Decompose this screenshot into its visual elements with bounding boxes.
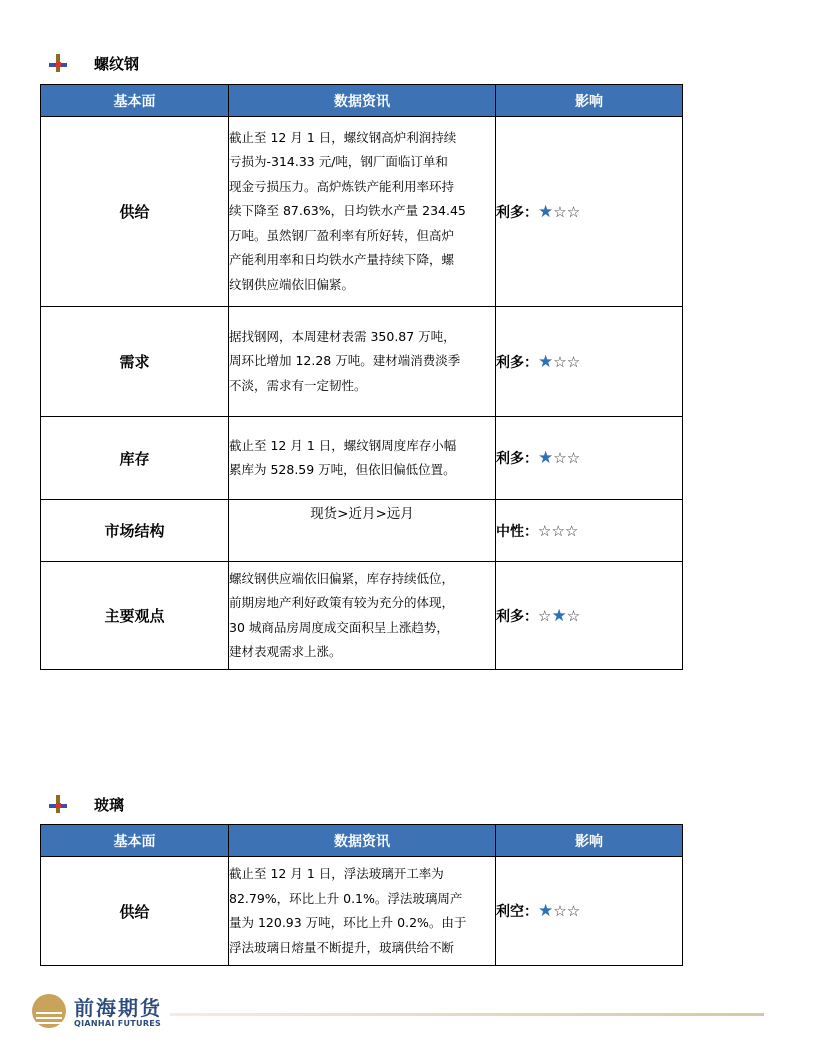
table-row [41, 117, 683, 307]
star-empty-icon: ☆ [551, 521, 565, 540]
row-category: 需求 [41, 307, 229, 417]
star-empty-icon: ☆ [553, 352, 567, 371]
section-title: 螺纹钢 [94, 54, 140, 73]
star-filled-icon: ★ [551, 605, 567, 626]
row-category: 主要观点 [41, 562, 229, 670]
logo-chinese-name: 前海期货 [74, 995, 162, 1020]
table-row [41, 857, 683, 966]
star-empty-icon: ☆ [553, 202, 567, 221]
row-info [229, 307, 496, 417]
star-filled-icon: ★ [538, 201, 554, 222]
bullet-icon [48, 53, 68, 73]
company-logo [30, 994, 162, 1030]
impact-label: 利多： [496, 204, 538, 221]
table-row [41, 500, 683, 562]
row-category: 供给 [41, 857, 229, 966]
section-title: 玻璃 [94, 795, 125, 814]
row-info [229, 562, 496, 670]
header-impact: 影响 [496, 825, 683, 857]
info-line: 82.79%，环比上升 0.1%。浮法玻璃周产 [229, 890, 463, 906]
info-line: 不淡，需求有一定韧性。 [229, 377, 367, 393]
star-empty-icon: ☆ [566, 606, 581, 625]
info-line: 纹钢供应端依旧偏紧。 [229, 276, 355, 292]
impact-label: 利多： [496, 354, 538, 371]
star-empty-icon: ☆ [566, 202, 581, 221]
info-line: 建材表观需求上涨。 [229, 644, 342, 659]
row-category: 市场结构 [41, 500, 229, 562]
row-impact [496, 417, 683, 500]
info-line: 周环比增加 12.28 万吨。建材端消费淡季 [229, 353, 461, 369]
info-line: 截止至 12 月 1 日，螺纹钢周度库存小幅 [229, 437, 457, 453]
info-line: 万吨。虽然钢厂盈利率有所好转，但高炉 [229, 227, 455, 243]
info-line: 螺纹钢供应端依旧偏紧，库存持续低位， [229, 570, 455, 586]
row-info [229, 417, 496, 500]
impact-label: 利多： [496, 608, 538, 625]
info-line: 产能利用率和日均铁水产量持续下降，螺 [229, 252, 455, 268]
info-line: 截止至 12 月 1 日，浮法玻璃开工率为 [229, 866, 444, 881]
table-header-row [41, 85, 683, 117]
star-empty-icon: ☆ [564, 521, 579, 540]
row-category: 供给 [41, 117, 229, 307]
star-empty-icon: ☆ [538, 521, 552, 540]
header-data-info: 数据资讯 [229, 85, 496, 117]
info-line: 前期房地产利好政策有较为充分的体现， [229, 595, 455, 610]
info-line: 续下降至 87.63%，日均铁水产量 234.45 [229, 203, 466, 219]
logo-emblem-icon [30, 994, 68, 1030]
table-row [41, 562, 683, 670]
row-impact [496, 500, 683, 562]
info-line: 累库为 528.59 万吨，但依旧偏低位置。 [229, 462, 456, 477]
header-impact: 影响 [496, 85, 683, 117]
logo-english-name: QIANHAI FUTURES [74, 1018, 162, 1028]
star-empty-icon: ☆ [566, 352, 581, 371]
star-empty-icon: ☆ [566, 449, 581, 467]
info-line: 亏损为-314.33 元/吨，钢厂面临订单和 [229, 154, 448, 170]
info-line: 30 城商品房周度成交面积呈上涨趋势， [229, 619, 449, 635]
table-row [41, 307, 683, 417]
section-heading-rebar [48, 51, 139, 75]
logo-text [74, 997, 162, 1028]
impact-label: 中性： [496, 523, 538, 540]
bullet-icon [48, 794, 68, 814]
header-data-info: 数据资讯 [229, 825, 496, 857]
header-fundamentals: 基本面 [41, 825, 229, 857]
row-info [229, 500, 496, 562]
star-empty-icon: ☆ [538, 606, 552, 625]
star-filled-icon: ★ [538, 448, 554, 468]
star-filled-icon: ★ [538, 351, 554, 372]
rebar-table [40, 84, 683, 670]
glass-table [40, 824, 683, 966]
info-line: 现金亏损压力。高炉炼铁产能利用率环持 [229, 178, 455, 194]
info-line: 截止至 12 月 1 日，螺纹钢高炉利润持续 [229, 129, 457, 145]
row-impact [496, 562, 683, 670]
info-line: 量为 120.93 万吨，环比上升 0.2%。由于 [229, 915, 467, 930]
info-line: 现货>近月>远月 [310, 506, 414, 522]
section-heading-glass [48, 792, 124, 816]
row-info [229, 117, 496, 307]
row-category: 库存 [41, 417, 229, 500]
table-row [41, 417, 683, 500]
row-impact [496, 117, 683, 307]
impact-label: 利多： [496, 451, 538, 467]
star-empty-icon: ☆ [566, 902, 581, 920]
header-fundamentals: 基本面 [41, 85, 229, 117]
row-impact [496, 307, 683, 417]
table-header-row [41, 825, 683, 857]
info-line: 据找钢网，本周建材表需 350.87 万吨， [229, 328, 456, 344]
info-line: 浮法玻璃日熔量不断提升，玻璃供给不断 [229, 939, 455, 955]
row-info [229, 857, 496, 966]
footer-divider [170, 1013, 764, 1016]
star-empty-icon: ☆ [553, 449, 567, 467]
row-impact [496, 857, 683, 966]
impact-label: 利空： [496, 904, 538, 920]
star-filled-icon: ★ [538, 901, 554, 921]
star-empty-icon: ☆ [553, 902, 567, 920]
